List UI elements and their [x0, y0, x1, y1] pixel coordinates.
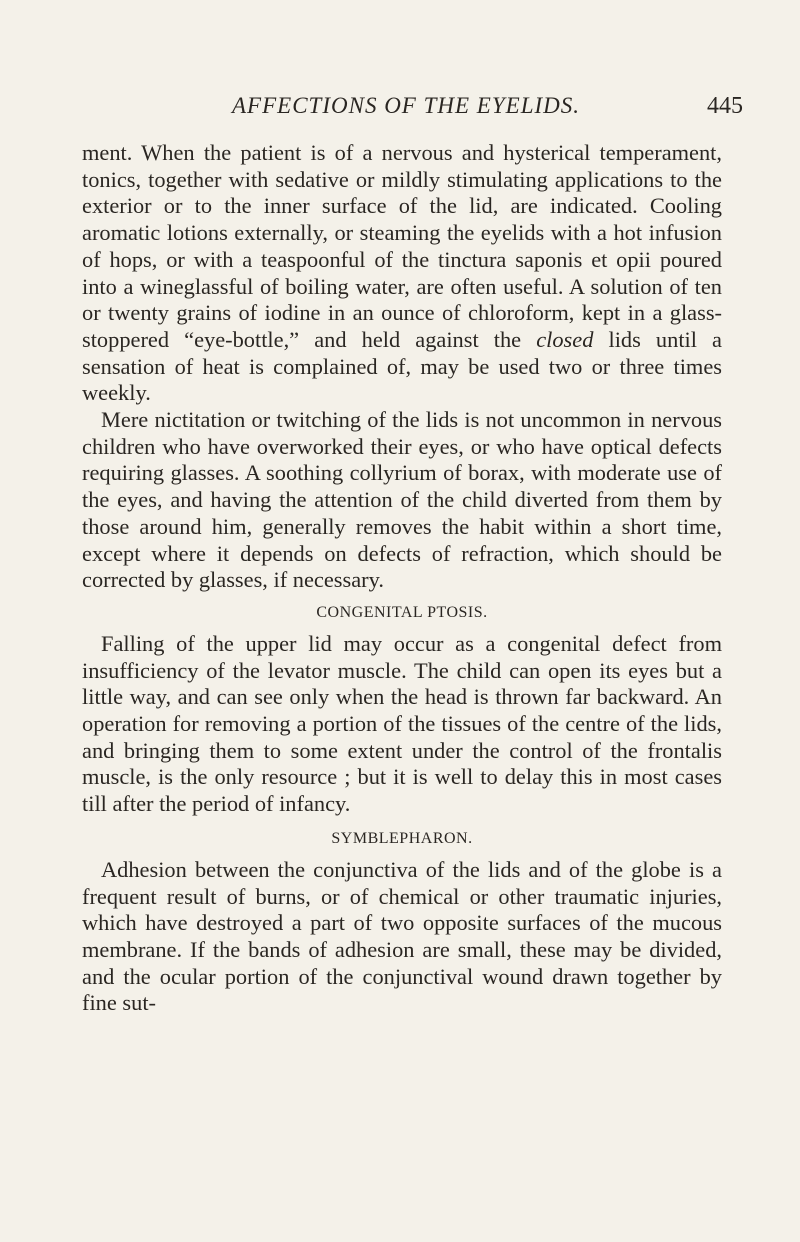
running-head: AFFECTIONS OF THE EYELIDS.	[232, 93, 580, 118]
emphasis-closed: closed	[536, 326, 594, 352]
paragraph-nictitation: Mere nictitation or twitching of the lids is not uncommon in nervous children who have overworked their eyes, or who have optical defects requiring glasses. A soothing collyrium of borax, with moderate use of the eyes, and having the attention of the child diverted from them by those around him, generally removes the habit within a short time, except where it depends on defects of refraction, which should be corrected by glasses, if necessary.	[82, 407, 722, 593]
page-number: 445	[707, 93, 743, 119]
section-heading-congenital-ptosis: CONGENITAL PTOSIS.	[316, 603, 488, 621]
paragraph-treatment-text: ment. When the patient is of a nervous and hysterical temperament, tonics, together with sedative or mildly stimulating applications to the exterior or to the inner surface of the lid, are indicated. Cooling aromatic lotions externally, or steaming the eyelids with a hot infusion of hops, or with a teaspoonful of the tinctura saponis et opii poured into a wineglassful of boiling water, are often useful. A solution of ten or twenty grains of iodine in an ounce of chloroform, kept in a glass-stoppered “eye-bottle,” and held against the	[82, 140, 722, 352]
paragraph-treatment-text-end: lids until a sensation of heat is complained of, may be used two or three times weekly.	[82, 326, 722, 406]
paragraph-treatment	[82, 140, 722, 407]
paragraph-congenital-ptosis: Falling of the upper lid may occur as a congenital defect from insufficiency of the levator muscle. The child can open its eyes but a little way, and can see only when the head is thrown far backward. An operation for removing a portion of the tissues of the centre of the lids, and bringing them to some extent under the control of the frontalis muscle, is the only resource ; but it is well to delay this in most cases till after the period of infancy.	[82, 630, 722, 817]
section-heading-symblepharon: SYMBLEPHARON.	[331, 829, 473, 847]
body-text	[82, 140, 722, 1017]
paragraph-symblepharon: Adhesion between the conjunctiva of the lids and of the globe is a frequent result of burns, or of chemical or other traumatic injuries, which have destroyed a part of two opposite surfaces of the mucous membrane. If the bands of adhesion are small, these may be divided, and the ocular portion of the conjunctival wound drawn together by fine sut-	[82, 856, 722, 1016]
